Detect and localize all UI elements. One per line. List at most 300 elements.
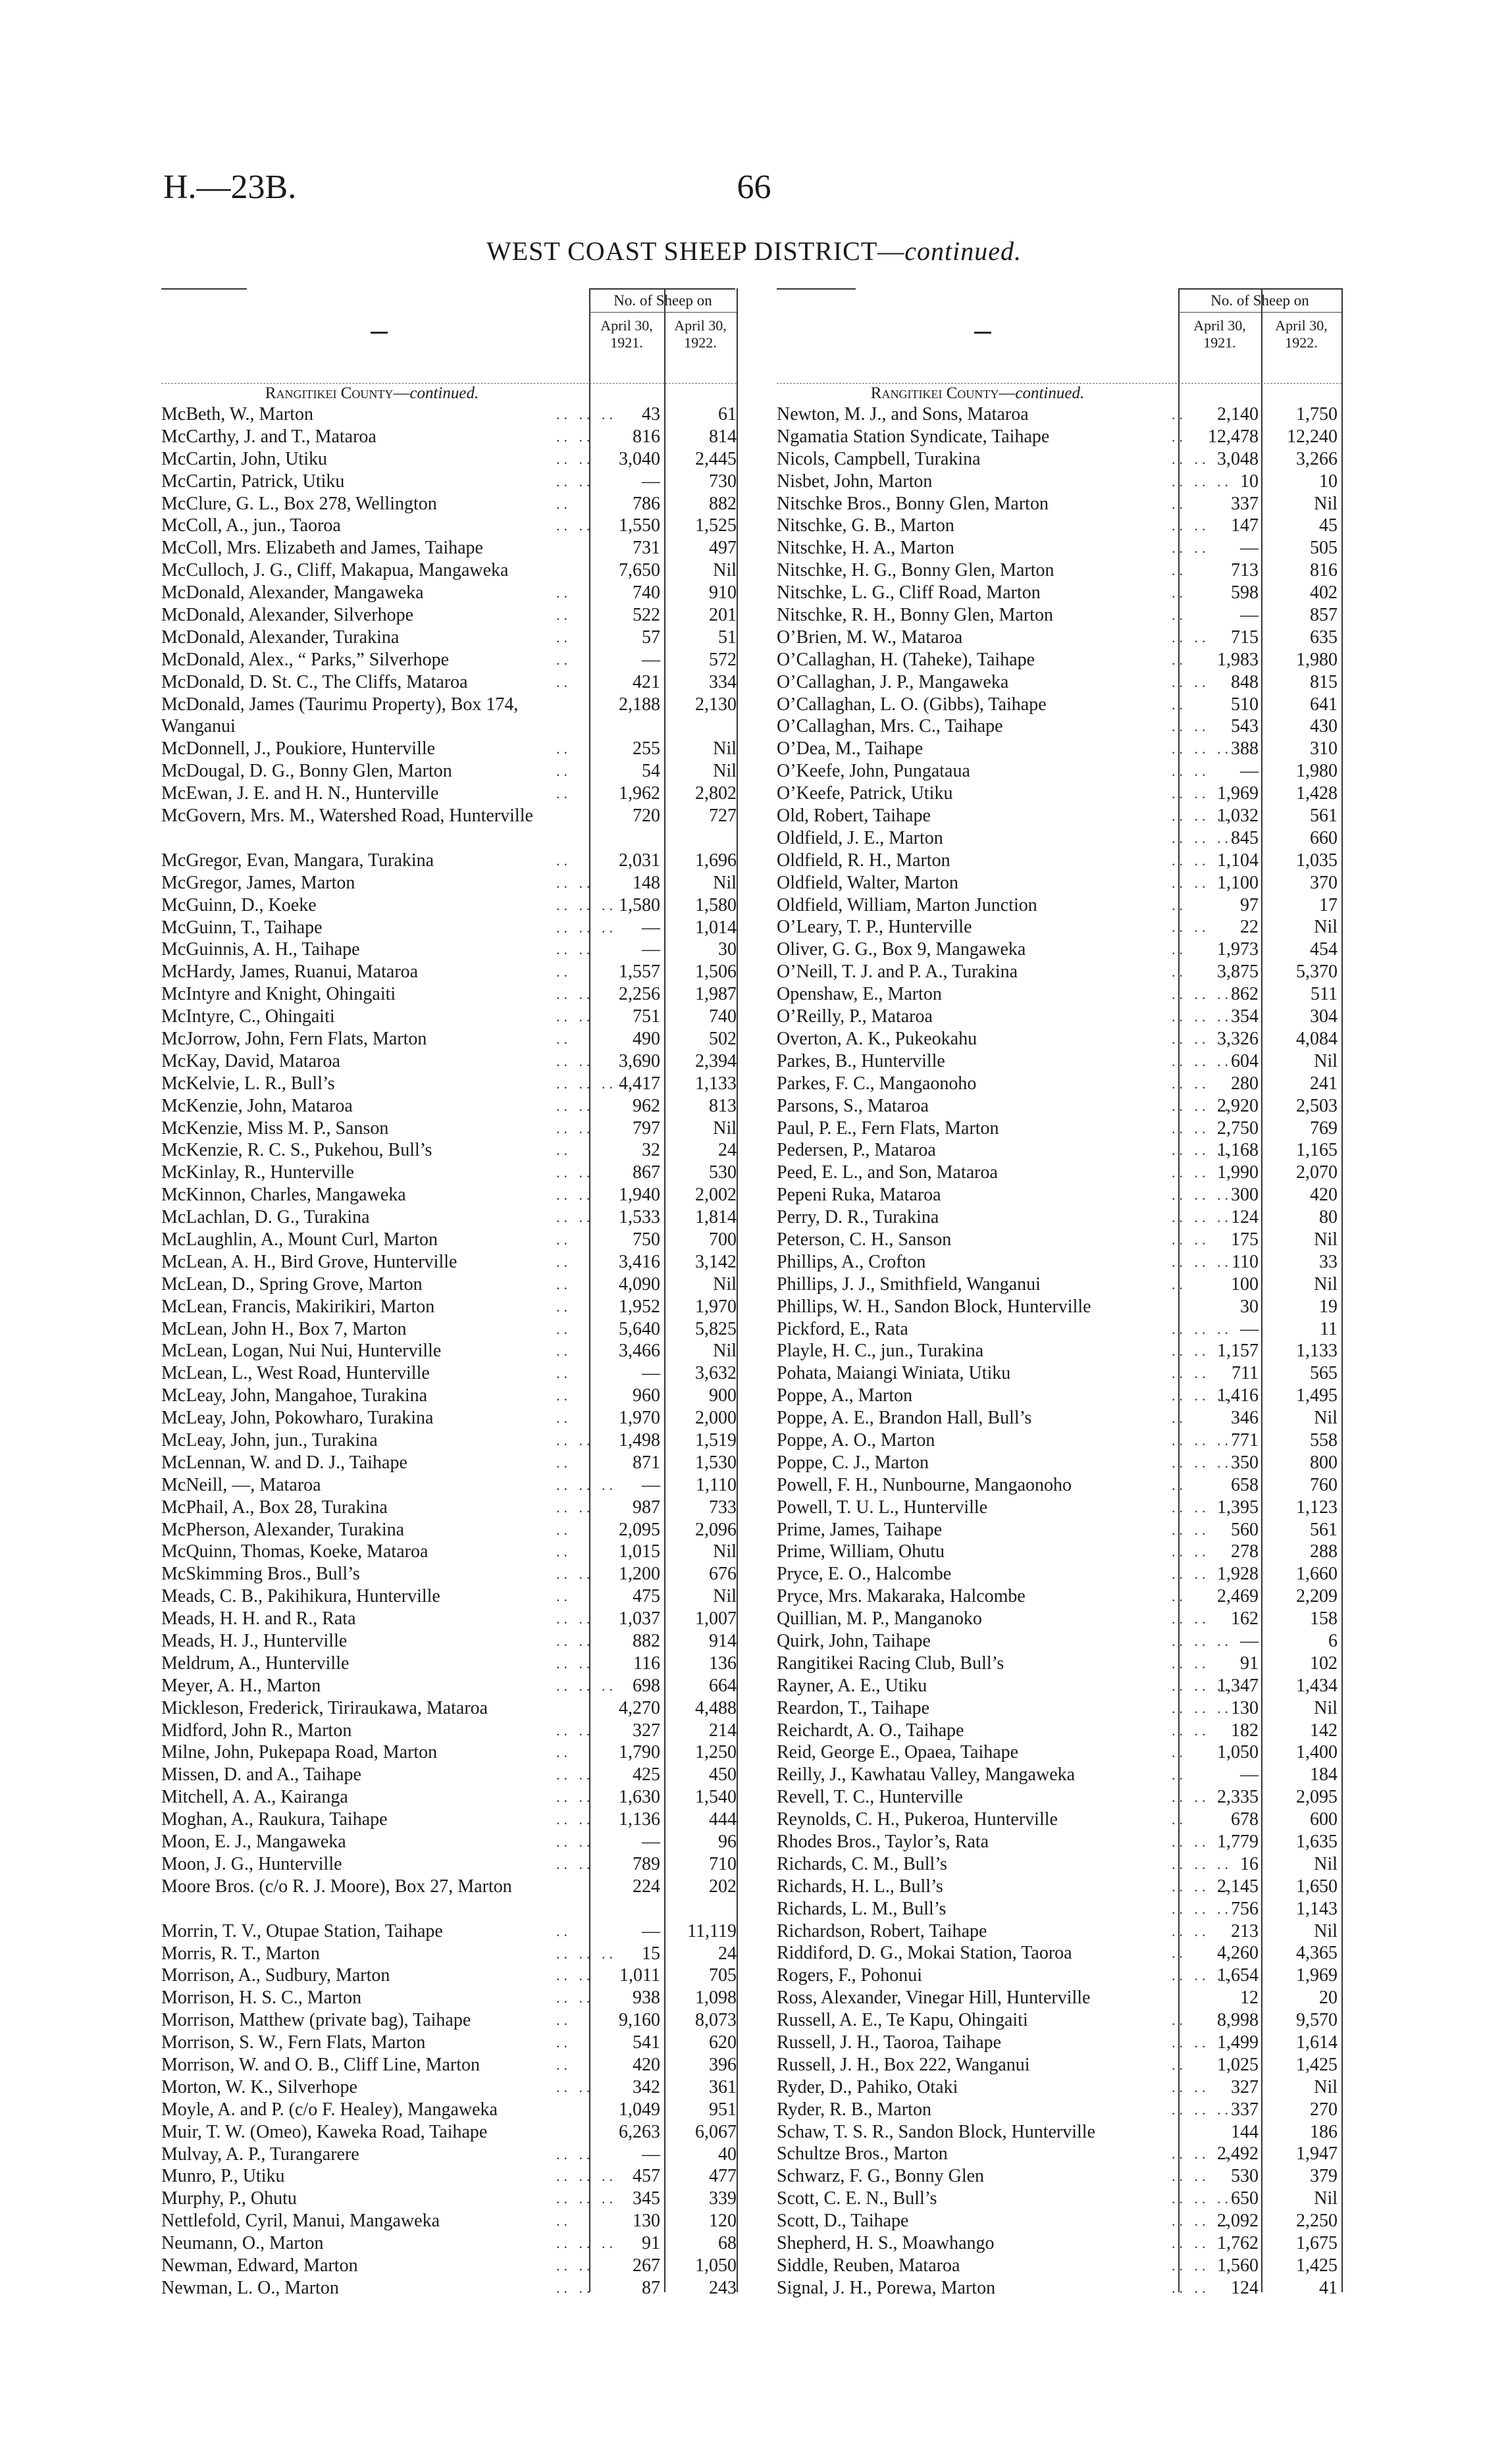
owner-name: Poppe, A. E., Brandon Hall, Bull’s	[777, 1408, 1032, 1429]
table-row	[777, 2277, 1366, 2299]
owner-name: Riddiford, D. G., Mokai Station, Taoroa	[777, 1943, 1072, 1964]
sheep-1922: Nil	[1314, 1408, 1338, 1429]
owner-name: McLeay, John, Mangahoe, Turakina	[161, 1385, 428, 1406]
leader-dots: .. ..	[1172, 874, 1210, 891]
table-row	[777, 983, 1366, 1006]
owner-name: McLean, Logan, Nui Nui, Hunterville	[161, 1341, 442, 1362]
sheep-1922: 2,209	[1296, 1586, 1338, 1607]
sheep-1922: 1,143	[1296, 1898, 1338, 1919]
sheep-1922: 769	[1310, 1117, 1338, 1139]
sheep-1921: 560	[1231, 1519, 1259, 1540]
owner-name: Russell, J. H., Taoroa, Taihape	[777, 2032, 1002, 2053]
table-row	[777, 1630, 1366, 1653]
sheep-1922: 270	[1310, 2099, 1338, 2120]
leader-dots: ..	[1172, 1744, 1187, 1761]
leader-dots: .. .. ..	[1172, 1431, 1232, 1449]
owner-name: McLean, L., West Road, Hunterville	[161, 1363, 430, 1384]
sheep-1921: —	[642, 1474, 660, 1495]
header-rule	[161, 288, 247, 290]
leader-dots: .. .. ..	[1172, 473, 1232, 490]
leader-dots: ..	[556, 1275, 571, 1293]
owner-name: Rhodes Bros., Taylor’s, Rata	[777, 1832, 989, 1852]
owner-name: O’Neill, T. J. and P. A., Turakina	[777, 962, 1018, 983]
owner-name: Oldfield, William, Marton Junction	[777, 894, 1037, 915]
sheep-1921: 100	[1231, 1273, 1259, 1295]
leader-dots: .. ..	[556, 1052, 594, 1069]
header-divider	[1341, 288, 1343, 384]
sheep-1921: 337	[1231, 2099, 1259, 2120]
sheep-1922: 3,142	[695, 1251, 737, 1272]
owner-name: Missen, D. and A., Taihape	[161, 1764, 361, 1785]
sheep-1922: 243	[709, 2277, 737, 2298]
owner-name: Reynolds, C. H., Pukeroa, Hunterville	[777, 1809, 1058, 1830]
sheep-1922: 660	[1310, 827, 1338, 848]
table-row	[777, 426, 1366, 448]
sheep-1922: Nil	[713, 1117, 737, 1139]
table-row	[777, 493, 1366, 515]
sheep-1922: 120	[709, 2211, 737, 2232]
sheep-1922: 1,969	[1296, 1965, 1338, 1986]
owner-name: Perry, D. R., Turakina	[777, 1207, 939, 1228]
sheep-1922: 900	[709, 1385, 737, 1406]
leader-dots: .. .. ..	[1172, 1187, 1232, 1204]
leader-dots: .. ..	[1172, 1722, 1210, 1739]
sheep-1921: 1,395	[1217, 1497, 1259, 1518]
table-row	[777, 938, 1366, 961]
owner-name: Morrin, T. V., Otupae Station, Taihape	[161, 1920, 443, 1941]
leader-dots: .. ..	[556, 1789, 594, 1806]
leader-dots: ..	[556, 1142, 571, 1159]
sheep-1922: 620	[709, 2032, 737, 2053]
owner-name: Munro, P., Utiku	[161, 2166, 285, 2187]
table-row	[161, 2076, 768, 2099]
leader-dots: ..	[1172, 1945, 1187, 1962]
owner-name: Openshaw, E., Marton	[777, 984, 942, 1005]
sheep-1922: 2,002	[695, 1185, 737, 1206]
sheep-1921: 1,557	[619, 962, 660, 983]
table-row	[161, 1675, 768, 1697]
leader-dots: .. .. ..	[1172, 1253, 1232, 1270]
sheep-1921: —	[1240, 1764, 1259, 1785]
table-row	[777, 1296, 1366, 1318]
sheep-1922: 910	[709, 582, 737, 603]
owner-name: Morrison, H. S. C., Marton	[161, 1988, 362, 2009]
table-row	[777, 2143, 1366, 2165]
sheep-1922: 664	[709, 1675, 737, 1696]
sheep-1922: Nil	[1314, 1920, 1338, 1941]
sheep-1922: 1,525	[695, 515, 737, 536]
leader-dots: ..	[556, 1922, 571, 1939]
owner-name: McDonald, Alexander, Mangaweka	[161, 582, 424, 603]
sheep-1922: 1,540	[695, 1787, 737, 1808]
sheep-1921: 816	[633, 426, 660, 447]
sheep-1921: 337	[1231, 493, 1259, 514]
owner-name: Playle, H. C., jun., Turakina	[777, 1341, 984, 1362]
table-row	[161, 2032, 768, 2054]
leader-dots: .. ..	[556, 1097, 594, 1114]
leader-dots: ..	[556, 495, 571, 512]
sheep-1921: 1,990	[1217, 1162, 1259, 1183]
sheep-1922: 815	[1310, 671, 1338, 692]
sheep-1922: Nil	[1314, 1050, 1338, 1071]
sheep-1922: 11	[1320, 1318, 1338, 1339]
sheep-1921: 124	[1231, 1207, 1259, 1228]
owner-name: McLachlan, D. G., Turakina	[161, 1207, 370, 1228]
sheep-1921: 1,025	[1217, 2054, 1259, 2075]
owner-name: O’Callaghan, Mrs. C., Taihape	[777, 716, 1003, 737]
leader-dots: .. ..	[556, 2145, 594, 2163]
sheep-1921: 1,928	[1217, 1564, 1259, 1585]
table-row	[777, 827, 1366, 850]
table-row	[777, 1608, 1366, 1630]
owner-name: Nitschke, G. B., Marton	[777, 515, 954, 536]
col-1921-header: April 30, 1921.	[600, 317, 653, 351]
leader-dots: ..	[556, 1030, 571, 1047]
owner-name: McKinnon, Charles, Mangaweka	[161, 1185, 406, 1206]
sheep-1921: 720	[633, 806, 660, 827]
sheep-1921: 2,188	[619, 694, 660, 715]
sheep-1922: 561	[1310, 1519, 1338, 1540]
right-table-header	[777, 288, 1366, 384]
sheep-1921: 731	[633, 538, 660, 559]
sheep-1922: Nil	[1314, 1229, 1338, 1250]
sheep-1922: 1,530	[695, 1452, 737, 1473]
section-heading: Rangitikei County—continued.	[265, 384, 479, 402]
owner-name: O’Brien, M. W., Mataroa	[777, 627, 963, 648]
table-row	[777, 1229, 1366, 1251]
leader-dots: ..	[556, 763, 571, 780]
table-row	[777, 760, 1366, 783]
table-row	[161, 604, 768, 627]
sheep-1922: 1,133	[695, 1073, 737, 1094]
sheep-1921: 2,469	[1217, 1586, 1259, 1607]
table-row	[161, 649, 768, 671]
sheep-1921: 2,140	[1217, 404, 1259, 424]
owner-name: Reilly, J., Kawhatau Valley, Mangaweka	[777, 1764, 1076, 1785]
table-row	[777, 1541, 1366, 1563]
sheep-1922: 24	[718, 1140, 737, 1161]
sheep-1922: 288	[1310, 1541, 1338, 1562]
table-row	[777, 1697, 1366, 1720]
title-continued: continued.	[904, 236, 1022, 266]
leader-dots: ..	[556, 673, 571, 690]
leader-dots: .. ..	[556, 1008, 594, 1025]
sheep-1922: 45	[1319, 515, 1338, 536]
owner-name: Nitschke, H. G., Bonny Glen, Marton	[777, 560, 1054, 581]
left-rows	[161, 403, 768, 2299]
table-row	[161, 1429, 768, 1452]
leader-dots: .. ..	[1172, 785, 1210, 802]
leader-dots: .. ..	[556, 1164, 594, 1181]
leader-dots: ..	[556, 1253, 571, 1270]
sheep-1921: 32	[642, 1140, 660, 1161]
sheep-1921: 57	[642, 627, 660, 648]
owner-name: Poppe, A., Marton	[777, 1385, 913, 1406]
owner-name: Morris, R. T., Marton	[161, 1943, 320, 1964]
leader-dots: ..	[556, 1744, 571, 1761]
sheep-1921: 1,790	[619, 1742, 660, 1763]
leader-dots: .. .. ..	[1172, 1209, 1232, 1226]
owner-name: Revell, T. C., Hunterville	[777, 1787, 963, 1808]
sheep-1921: —	[642, 1832, 660, 1853]
owner-name: O’Callaghan, J. P., Mangaweka	[777, 671, 1009, 692]
sheep-1921: 1,037	[619, 1608, 660, 1630]
leader-dots: .. ..	[1172, 1521, 1210, 1538]
leader-dots: .. ..	[1172, 1164, 1210, 1181]
owner-name: Moore Bros. (c/o R. J. Moore), Box 27, Marton	[161, 1876, 512, 1897]
sheep-1921: 342	[633, 2076, 660, 2097]
sheep-1921: 421	[633, 671, 660, 692]
table-row	[777, 872, 1366, 894]
table-row	[777, 1519, 1366, 1541]
table-row	[161, 1162, 768, 1184]
leader-dots: ..	[556, 1298, 571, 1315]
sheep-1921: 1,550	[619, 515, 660, 536]
table-row	[777, 1831, 1366, 1853]
owner-name: McKenzie, R. C. S., Pukehou, Bull’s	[161, 1140, 432, 1161]
sheep-1922: 800	[1310, 1452, 1338, 1473]
sheep-1921: 144	[1231, 2121, 1259, 2142]
sheep-1921: 16	[1240, 1853, 1259, 1874]
leader-dots: ..	[556, 584, 571, 602]
leader-dots: ..	[556, 2213, 571, 2230]
owner-name: O’Dea, M., Taihape	[777, 738, 923, 759]
sheep-1922: 430	[1310, 716, 1338, 737]
owner-name: Paul, P. E., Fern Flats, Marton	[777, 1117, 999, 1139]
sheep-1921: 1,032	[1217, 806, 1259, 827]
owner-name: Rangitikei Racing Club, Bull’s	[777, 1653, 1004, 1674]
owner-name: McGregor, James, Marton	[161, 872, 355, 893]
leader-dots: ..	[556, 1387, 571, 1404]
sheep-1922: 12,240	[1287, 426, 1338, 447]
sheep-1922: 1,050	[695, 2255, 737, 2276]
sheep-1921: 871	[633, 1452, 660, 1473]
leader-dots: .. ..	[1172, 2235, 1210, 2252]
owner-name: Oliver, G. G., Box 9, Mangaweka	[777, 939, 1026, 960]
table-row	[777, 537, 1366, 559]
leader-dots: .. .. ..	[556, 1945, 617, 1962]
sheep-1921: 1,100	[1217, 872, 1259, 893]
table-row	[161, 1296, 768, 1318]
owner-name: Richardson, Robert, Taihape	[777, 1920, 987, 1941]
table-row	[777, 916, 1366, 938]
leader-dots: .. ..	[556, 1119, 594, 1137]
leader-dots: ..	[556, 1410, 571, 1427]
owner-name: Schaw, T. S. R., Sandon Block, Hunterville	[777, 2121, 1095, 2142]
table-row	[161, 493, 768, 515]
leader-dots: .. .. ..	[556, 919, 617, 936]
sheep-1922: 136	[709, 1653, 737, 1674]
table-row	[777, 2054, 1366, 2076]
leader-dots: ..	[556, 785, 571, 802]
sheep-1921: 4,260	[1217, 1943, 1259, 1964]
sheep-1922: 33	[1319, 1251, 1338, 1272]
leader-dots: ..	[1172, 562, 1187, 579]
table-row	[161, 1920, 768, 1943]
table-row	[161, 1452, 768, 1474]
header-rule	[777, 288, 856, 290]
leader-dots: .. ..	[556, 1187, 594, 1204]
sheep-1921: —	[1240, 1630, 1259, 1651]
owner-name: Milne, John, Pukepapa Road, Marton	[161, 1742, 438, 1763]
table-row	[161, 1407, 768, 1429]
sheep-1921: 22	[1240, 917, 1259, 938]
owner-name: McCarthy, J. and T., Mataroa	[161, 426, 377, 447]
table-row	[777, 1073, 1366, 1095]
sheep-1922: 1,495	[1296, 1385, 1338, 1406]
table-row	[777, 1429, 1366, 1452]
sheep-1921: 678	[1231, 1809, 1259, 1830]
owner-name: Poppe, C. J., Marton	[777, 1452, 929, 1473]
sheep-1921: —	[642, 939, 660, 960]
sheep-1922: 676	[709, 1564, 737, 1585]
table-row	[161, 938, 768, 961]
sheep-1921: 3,875	[1217, 962, 1259, 983]
leader-dots: ..	[1172, 651, 1187, 668]
leader-dots: .. .. ..	[556, 2235, 617, 2252]
sheep-1921: 1,983	[1217, 649, 1259, 670]
leader-dots: ..	[556, 1543, 571, 1560]
sheep-1922: 3,266	[1296, 448, 1338, 469]
leader-dots: .. ..	[1172, 1499, 1210, 1516]
owner-name: Overton, A. K., Pukeokahu	[777, 1028, 977, 1049]
leader-dots: .. ..	[1172, 517, 1210, 534]
leader-dots: ..	[1172, 584, 1187, 602]
table-row	[161, 1251, 768, 1273]
owner-name: Powell, F. H., Nunbourne, Mangaonoho	[777, 1474, 1072, 1495]
sheep-1922: 914	[709, 1631, 737, 1652]
leader-dots: ..	[1172, 1275, 1187, 1293]
table-row	[161, 1987, 768, 2009]
owner-name: McDonnell, J., Poukiore, Hunterville	[161, 738, 436, 759]
right-table-body	[777, 384, 1366, 2299]
owner-name: McLeay, John, Pokowharo, Turakina	[161, 1408, 434, 1429]
table-row	[161, 1073, 768, 1095]
sheep-1922: 444	[709, 1809, 737, 1830]
table-row	[777, 1675, 1366, 1697]
sheep-1922: 370	[1310, 872, 1338, 893]
table-row	[161, 1653, 768, 1675]
sheep-1921: 475	[633, 1586, 660, 1607]
table-row	[777, 1563, 1366, 1585]
sheep-1921: —	[642, 471, 660, 492]
leader-dots: .. ..	[556, 1811, 594, 1828]
sheep-1922: 379	[1310, 2166, 1338, 2187]
owner-name: McDonald, James (Taurimu Property), Box 174, Wanganui	[161, 694, 519, 737]
owner-name: McKelvie, L. R., Bull’s	[161, 1073, 335, 1094]
sheep-1921: —	[642, 1920, 660, 1941]
leader-dots: ..	[1172, 1476, 1187, 1493]
owner-name: Phillips, J. J., Smithfield, Wanganui	[777, 1273, 1041, 1295]
sheep-1922: 68	[718, 2233, 737, 2254]
table-row	[161, 2232, 768, 2255]
table-row	[777, 403, 1366, 426]
sheep-1921: 1,050	[1217, 1742, 1259, 1763]
owner-name: Poppe, A. O., Marton	[777, 1429, 935, 1450]
owner-name: Nitschke, L. G., Cliff Road, Marton	[777, 582, 1041, 603]
leader-dots: .. ..	[556, 2078, 594, 2095]
sheep-1921: 1,136	[619, 1809, 660, 1830]
owner-name: McPherson, Alexander, Turakina	[161, 1519, 405, 1540]
sheep-1922: 24	[718, 1943, 737, 1964]
leader-dots: .. .. ..	[556, 1075, 617, 1092]
leader-dots: .. .. ..	[1172, 2190, 1232, 2207]
sheep-1921: 1,630	[619, 1787, 660, 1808]
table-row	[777, 1474, 1366, 1497]
sheep-1921: 213	[1231, 1920, 1259, 1941]
sheep-1921: 420	[633, 2054, 660, 2075]
sheep-1922: 816	[1310, 560, 1338, 581]
sheep-1922: 561	[1310, 806, 1338, 827]
sheep-1921: 1,952	[619, 1296, 660, 1317]
sheep-1921: 650	[1231, 2188, 1259, 2209]
sheep-1922: 1,635	[1296, 1832, 1338, 1852]
sheep-1922: 1,614	[1296, 2032, 1338, 2053]
sheep-1922: 41	[1319, 2277, 1338, 2298]
table-row	[161, 1318, 768, 1341]
sheep-1922: 310	[1310, 738, 1338, 759]
sheep-1922: 450	[709, 1764, 737, 1785]
leader-dots: .. .. ..	[1172, 1900, 1232, 1917]
col-1922-header: April 30, 1922.	[674, 317, 727, 351]
sheep-1921: 3,690	[619, 1050, 660, 1071]
owner-name: Rayner, A. E., Utiku	[777, 1675, 927, 1696]
sheep-1922: 1,165	[1296, 1140, 1338, 1161]
sheep-1922: 1,980	[1296, 761, 1338, 782]
owner-name: McBeth, W., Marton	[161, 404, 313, 424]
owner-name: O’Reilly, P., Mataroa	[777, 1006, 933, 1027]
table-row	[777, 627, 1366, 649]
sheep-1922: 1,660	[1296, 1564, 1338, 1585]
table-row	[777, 1340, 1366, 1362]
leader-dots: .. ..	[1172, 852, 1210, 869]
sheep-1921: 354	[1231, 1006, 1259, 1027]
table-row	[161, 1697, 768, 1720]
leader-dots: ..	[1172, 495, 1187, 512]
sheep-1922: 2,095	[1296, 1787, 1338, 1808]
sheep-1921: 1,762	[1217, 2233, 1259, 2254]
sheep-1921: 4,090	[619, 1273, 660, 1295]
table-row	[777, 1585, 1366, 1608]
owner-name: Peterson, C. H., Sanson	[777, 1229, 952, 1250]
sheep-1922: 882	[709, 493, 737, 514]
sheep-1922: 214	[709, 1720, 737, 1741]
owner-name: Ngamatia Station Syndicate, Taihape	[777, 426, 1050, 447]
leader-dots: .. ..	[556, 1855, 594, 1872]
leader-dots: .. .. ..	[1172, 829, 1232, 846]
owner-name: Moghan, A., Raukura, Taihape	[161, 1809, 388, 1830]
sheep-1921: 789	[633, 1853, 660, 1874]
sheep-1922: 1,133	[1296, 1341, 1338, 1362]
table-row	[777, 1964, 1366, 1987]
sheep-1922: 396	[709, 2054, 737, 2075]
table-row	[777, 1251, 1366, 1273]
leader-dots: ..	[556, 740, 571, 757]
owner-name: McLean, D., Spring Grove, Marton	[161, 1273, 423, 1295]
table-row	[161, 2054, 768, 2076]
leader-dots: .. .. ..	[1172, 1677, 1232, 1694]
table-row	[777, 1786, 1366, 1809]
table-row	[161, 1720, 768, 1742]
owner-name: Meads, H. J., Hunterville	[161, 1631, 348, 1652]
sheep-1922: 20	[1319, 1988, 1338, 2009]
owner-name: Oldfield, R. H., Marton	[777, 850, 950, 871]
owner-name: Mulvay, A. P., Turangarere	[161, 2143, 359, 2165]
sheep-1922: 186	[1310, 2121, 1338, 2142]
table-row	[161, 1050, 768, 1073]
owner-name: Pedersen, P., Mataroa	[777, 1140, 936, 1161]
sheep-1921: 43	[642, 404, 660, 424]
